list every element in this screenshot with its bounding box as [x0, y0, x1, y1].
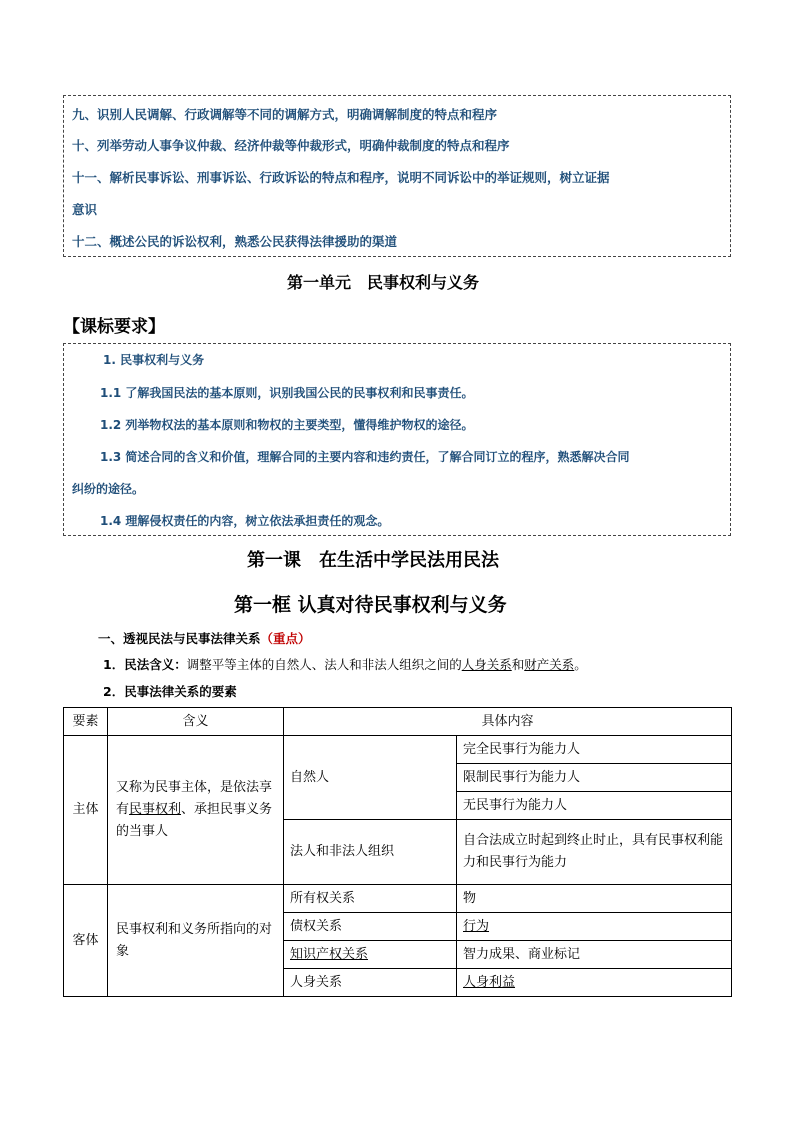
lesson-title: 第一课 在生活中学民法用民法: [247, 550, 499, 571]
header-content: 具体内容: [284, 708, 732, 736]
object-label: 客体: [64, 885, 108, 997]
requirements-box: [63, 343, 731, 536]
section-title: 一、透视民法与民事法律关系: [98, 631, 261, 646]
req-line-1-4: 1.4 理解侵权责任的内容，树立依法承担责任的观念。: [100, 514, 390, 528]
goal-line-12: 十二、概述公民的诉讼权利，熟悉公民获得法律援助的渠道: [72, 234, 398, 249]
legal-person-desc: 自合法成立时起到终止时止，具有民事权利能力和民事行为能力: [457, 820, 732, 885]
section-heading: [98, 629, 311, 647]
elements-heading: 2．民事法律关系的要素: [103, 684, 237, 699]
obj-personal-interest: 人身利益: [457, 969, 732, 997]
object-meaning: 民事权利和义务所指向的对象: [108, 885, 284, 997]
goal-line-11: 十一、解析民事诉讼、刑事诉讼、行政诉讼的特点和程序，说明不同诉讼中的举证规则，树立证据: [72, 170, 610, 185]
header-meaning: 含义: [108, 708, 284, 736]
key-point-tag: （重点）: [260, 631, 311, 646]
definition-text: 调整平等主体的自然人、法人和非法人组织之间的: [186, 657, 462, 672]
civil-rights: 民事权利: [129, 802, 182, 817]
rel-personal: 人身关系: [284, 969, 457, 997]
rel-ip: 知识产权关系: [284, 941, 457, 969]
legal-person: 法人和非法人组织: [284, 820, 457, 885]
np-item-none: 无民事行为能力人: [457, 792, 732, 820]
personal-relations: 人身关系: [461, 657, 512, 672]
req-line-1-3: 1.3 简述合同的含义和价值，理解合同的主要内容和违约责任，了解合同订立的程序，熟悉解决合同: [100, 450, 630, 464]
req-line-1-2: 1.2 列举物权法的基本原则和物权的主要类型，懂得维护物权的途径。: [100, 418, 474, 432]
subject-meaning-a: 又称为民事主体，是依法享有: [116, 780, 273, 817]
frame-title: 第一框 认真对待民事权利与义务: [234, 594, 507, 616]
property-relations: 财产关系: [524, 657, 575, 672]
elements-table: [63, 707, 732, 997]
goal-line-11-cont: 意识: [72, 202, 98, 217]
obj-thing: 物: [457, 885, 732, 913]
obj-intellectual: 智力成果、商业标记: [457, 941, 732, 969]
definition-label: 1．民法含义：: [103, 657, 187, 672]
rel-creditor: 债权关系: [284, 913, 457, 941]
obj-behavior: 行为: [457, 913, 732, 941]
natural-person: 自然人: [284, 736, 457, 820]
civil-law-definition: [103, 655, 587, 673]
definition-period: 。: [574, 657, 587, 672]
req-line-1-1: 1.1 了解我国民法的基本原则，识别我国公民的民事权利和民事责任。: [100, 386, 474, 400]
req-line-1-3-cont: 纠纷的途径。: [72, 482, 145, 496]
np-item-limited: 限制民事行为能力人: [457, 764, 732, 792]
rel-ownership: 所有权关系: [284, 885, 457, 913]
requirements-heading: 【课标要求】: [63, 317, 165, 337]
subject-meaning-b: 、承担民事义务的当事人: [116, 802, 273, 839]
subject-meaning: [108, 736, 284, 885]
req-line-1: 1. 民事权利与义务: [103, 353, 205, 367]
definition-and: 和: [511, 657, 525, 672]
header-element: 要素: [64, 708, 108, 736]
subject-label: 主体: [64, 736, 108, 885]
unit-title: 第一单元 民事权利与义务: [287, 273, 480, 292]
goal-line-9: 九、识别人民调解、行政调解等不同的调解方式，明确调解制度的特点和程序: [72, 107, 498, 122]
np-item-full: 完全民事行为能力人: [457, 736, 732, 764]
goal-line-10: 十、列举劳动人事争议仲裁、经济仲裁等仲裁形式，明确仲裁制度的特点和程序: [72, 138, 510, 153]
